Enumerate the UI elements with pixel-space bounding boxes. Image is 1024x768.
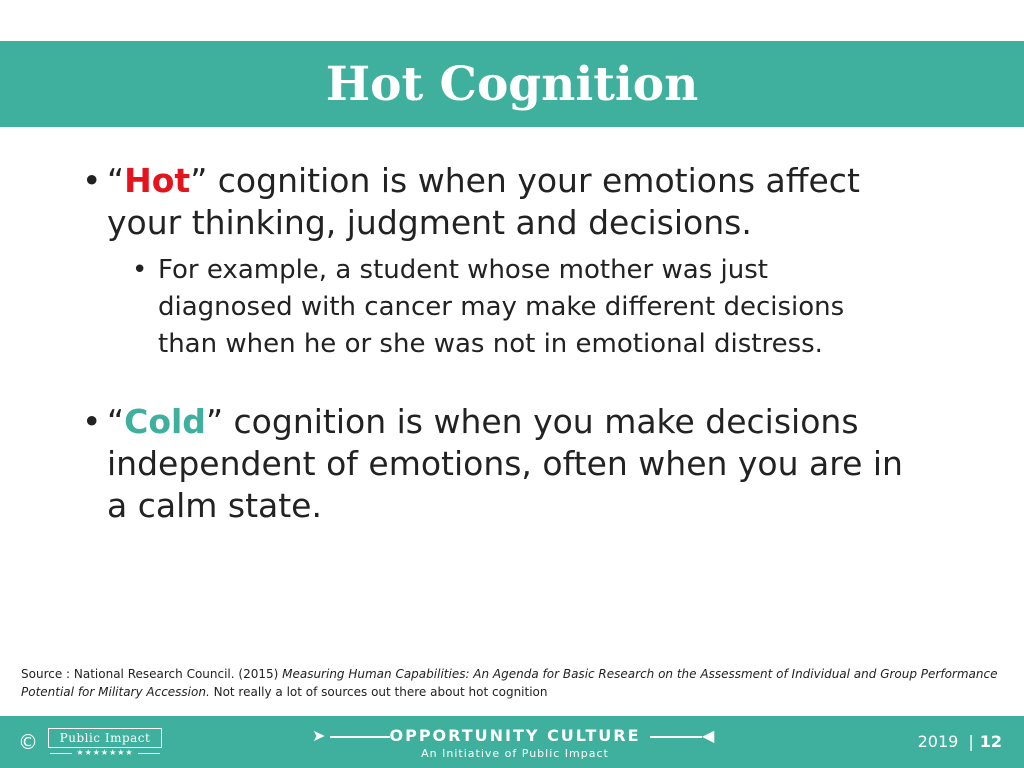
bullet-dot: • (82, 402, 102, 441)
slide-title: Hot Cognition (325, 56, 699, 112)
public-impact-logo: Public Impact (48, 728, 162, 748)
bullet-dot: • (82, 161, 102, 200)
bullet-text (107, 160, 932, 244)
cold-keyword: Cold (124, 402, 206, 441)
arrow-right-icon: ◀ (702, 726, 715, 745)
close-quote: ” (205, 402, 224, 441)
hot-keyword: Hot (124, 161, 191, 200)
opportunity-culture-logo (312, 724, 718, 764)
page-number: 12 (979, 732, 1002, 751)
bullet-cold (82, 401, 932, 527)
sub-bullet-text: For example, a student whose mother was just diagnosed with cancer may make different decisions than when he or she was not in emotional distress. (158, 255, 845, 359)
oc-subtitle: An Initiative of Public Impact (421, 747, 609, 760)
title-bar (0, 41, 1024, 127)
sub-bullet-dot: • (132, 255, 148, 285)
footer-bar (0, 716, 1024, 768)
open-quote: “ (107, 161, 125, 200)
page-info (918, 732, 1002, 752)
bullet-hot (82, 160, 932, 244)
bullet-text (107, 401, 932, 527)
logo-line-right (650, 736, 702, 738)
source-note: Not really a lot of sources out there about hot cognition (209, 685, 548, 699)
close-quote: ” (190, 161, 208, 200)
logo-stars-icon: ★★★★★★★ (76, 748, 134, 757)
source-citation (21, 665, 1011, 701)
page-separator: | (968, 732, 974, 751)
sub-bullet-example (132, 252, 892, 363)
bullet-body: cognition is when your emotions affect your thinking, judgment and decisions. (107, 161, 860, 242)
arrow-left-icon: ➤ (312, 726, 326, 745)
logo-rule-right (138, 753, 160, 754)
bullet-body: cognition is when you make decisions independent of emotions, often when you are in a calm state. (107, 402, 903, 525)
open-quote: “ (107, 402, 125, 441)
oc-title: OPPORTUNITY CULTURE (389, 726, 641, 745)
copyright-icon: © (18, 730, 38, 754)
year: 2019 (917, 732, 959, 751)
source-prefix: Source : National Research Council. (2015) (21, 667, 283, 681)
source-title: Measuring Human Capabilities: An Agenda for Basic Research on the Assessment of Individual and Group Performance Potential for Military Accession. (21, 667, 998, 699)
